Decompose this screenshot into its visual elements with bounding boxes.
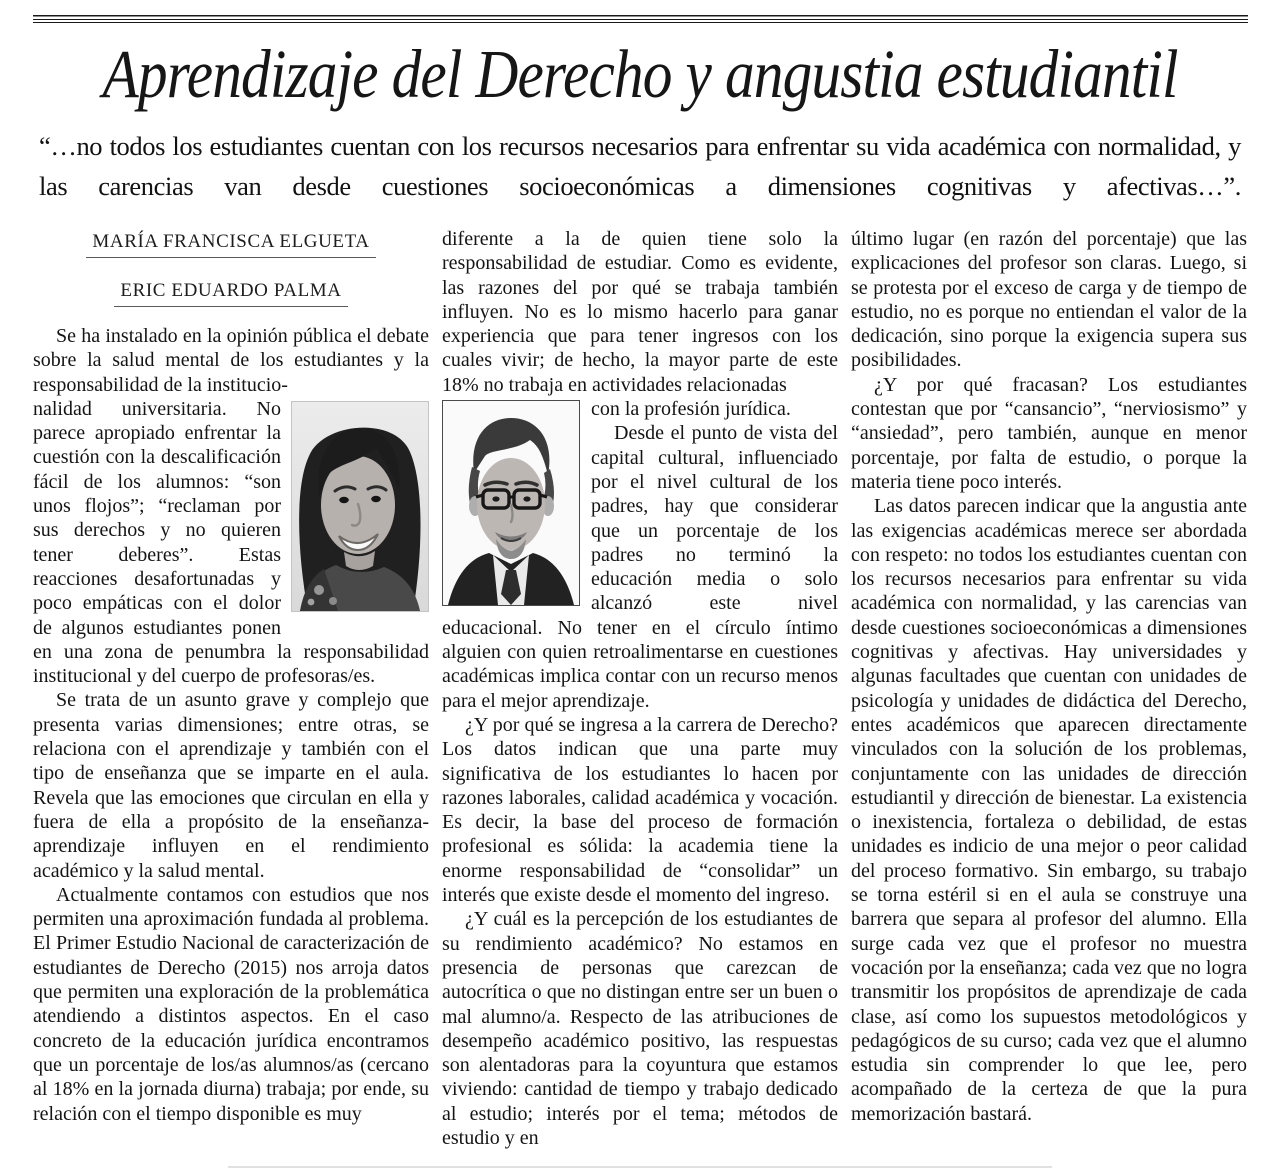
paragraph: con la profesión jurídica. (591, 398, 791, 421)
column-2 (442, 227, 838, 1150)
article-body (33, 227, 1247, 1150)
byline-author-1: MARÍA FRANCISCA ELGUETA (86, 231, 375, 258)
paragraph: nalidad universitaria. No parece apropiado enfrentar la cuestión con la descalificación fácil de los alumnos: “son unos flojos”; “reclaman por sus derechos y no quieren tener deberes”. Estas reacciones desafortunadas y poco empáticas con el dolor de algunos estudiantes ponen en una zona de penumbra la responsabilidad institucional y del cuerpo de profesoras/es. (33, 397, 429, 688)
bottom-scan-line (228, 1166, 1052, 1168)
byline-author-2: ERIC EDUARDO PALMA (114, 280, 347, 307)
paragraph: último lugar (en razón del porcentaje) que las explicaciones del profesor son claras. Luego, si se protesta por el exceso de carga y de tiempo de estudio, no es porque no entiendan el valor de la dedicación, sino porque la exigencia supera sus posibilidades. (851, 228, 1247, 372)
column-3 (851, 227, 1247, 1150)
paragraph: ¿Y cuál es la percepción de los estudiantes de su rendimiento académico? No estamos en presencia de personas que carezcan de autocrítica o que no distingan entre ser un buen o mal alumno/a. Respecto de las atribuciones de desempeño académico positivo, las respuestas son alentadoras para la coyuntura que estamos viviendo: cantidad de tiempo y trabajo dedicado al estudio; interés por el tema; métodos de estudio y en (442, 908, 838, 1149)
article-subtitle-quote: “…no todos los estudiantes cuentan con los recursos necesarios para enfrentar su vida académica con normalidad, y las carencias van desde cuestiones socioeconómicas a dimensiones cognitivas y afectivas…”. (39, 131, 1241, 201)
byline-block (33, 227, 429, 307)
paragraph: Actualmente contamos con estudios que nos permiten una aproximación fundada al problema. El Primer Estudio Nacional de caracterización de estudiantes de Derecho (2015) nos arroja datos que permiten una exploración de la problemática atendiendo a distintos aspectos. En el caso concreto de la educación jurídica encontramos que un porcentaje de los/as alumnos/as (cercano al 18% en la jornada diurna) trabaja; por ende, su relación con el tiempo disponible es muy (33, 883, 429, 1125)
paragraph: ¿Y por qué fracasan? Los estudiantes contestan que por “cansancio”, “nerviosismo” y “ansiedad”, pero también, aunque en menor porcentaje, por falta de estudio, o porque la materia tiene poco interés. (851, 373, 1247, 493)
top-triple-rule (33, 15, 1248, 24)
paragraph: Desde el punto de vista del capital cultural, influenciado por el nivel cultural de los padres, hay que considerar que un porcentaje de los padres no terminó la educación media o solo alcanzó este nivel educacional. No tener en el círculo íntimo alguien con quien retroalimentarse en cuestiones académicas implica contar con un recurso menos para el mejor aprendizaje. (442, 422, 838, 712)
article-headline (0, 36, 1280, 112)
photo-wrap-block (442, 397, 838, 713)
paragraph: ¿Y por qué se ingresa a la carrera de Derecho? Los datos indican que una parte muy significativa de los estudiantes lo hacen por razones laborales, calidad académica y vocación. Es decir, la base del proceso de formación profesional es sólida: la academia tiene la enorme responsabilidad de “consolidar” un interés que existe desde el momento del ingreso. (442, 713, 838, 907)
article-headline-text: Aprendizaje del Derecho y angustia estudiantil (102, 36, 1178, 112)
photo-eric-eduardo-palma (442, 400, 580, 606)
photo-maria-francisca-elgueta (291, 401, 429, 612)
paragraph: diferente a la de quien tiene solo la responsabilidad de estudiar. Como es evidente, las razones del por qué se trabaja también influyen. No es lo mismo hacerlo para ganar experiencia que para tener ingresos con los cuales vivir; de hecho, la mayor parte de este 18% no trabaja en actividades relacionadas (442, 228, 838, 396)
paragraph: Se trata de un asunto grave y complejo que presenta varias dimensiones; entre otras, se relaciona con el aprendizaje y también con el tipo de enseñanza que se imparte en el aula. Revela que las emociones que circulan en ella y fuera de ella a propósito de la enseñanza-aprendizaje influyen en el rendimiento académico y la salud mental. (33, 689, 429, 882)
paragraph: Las datos parecen indicar que la angustia ante las exigencias académicas merece ser abordada con respeto: no todos los estudiantes cuentan con los recursos necesarios para enfrentar su vida académica con normalidad, y las carencias van desde cuestiones socioeconómicas a dimensiones cognitivas y afectivas. Hay universidades y algunas facultades que cuentan con unidades de psicología y unidades de didáctica del Derecho, entes académicos que aparecen directamente vinculados con la solución de los problemas, conjuntamente con las unidades de dirección estudiantil y dirección de bienestar. La existencia o inexistencia, fortaleza o debilidad, de estas unidades es indicio de una mejor o peor calidad del proceso formativo. Sin embargo, su trabajo se torna estéril si en el aula se construye una barrera que separa al profesor del alumno. Ella surge cada vez que el profesor no muestra vocación por la enseñanza; cada vez que no logra transmitir los propósitos de aprendizaje de cada clase, así como los supuestos metodológicos y pedagógicos de su curso; cada vez que el alumno estudia sin comprender lo que lee, pero acompañado de la certeza de que la pura memorización bastará. (851, 495, 1247, 1125)
column-1 (33, 227, 429, 1150)
photo-wrap-block (33, 397, 429, 689)
paragraph: Se ha instalado en la opinión pública el debate sobre la salud mental de los estudiantes y la responsabilidad de la institucio- (33, 325, 429, 396)
